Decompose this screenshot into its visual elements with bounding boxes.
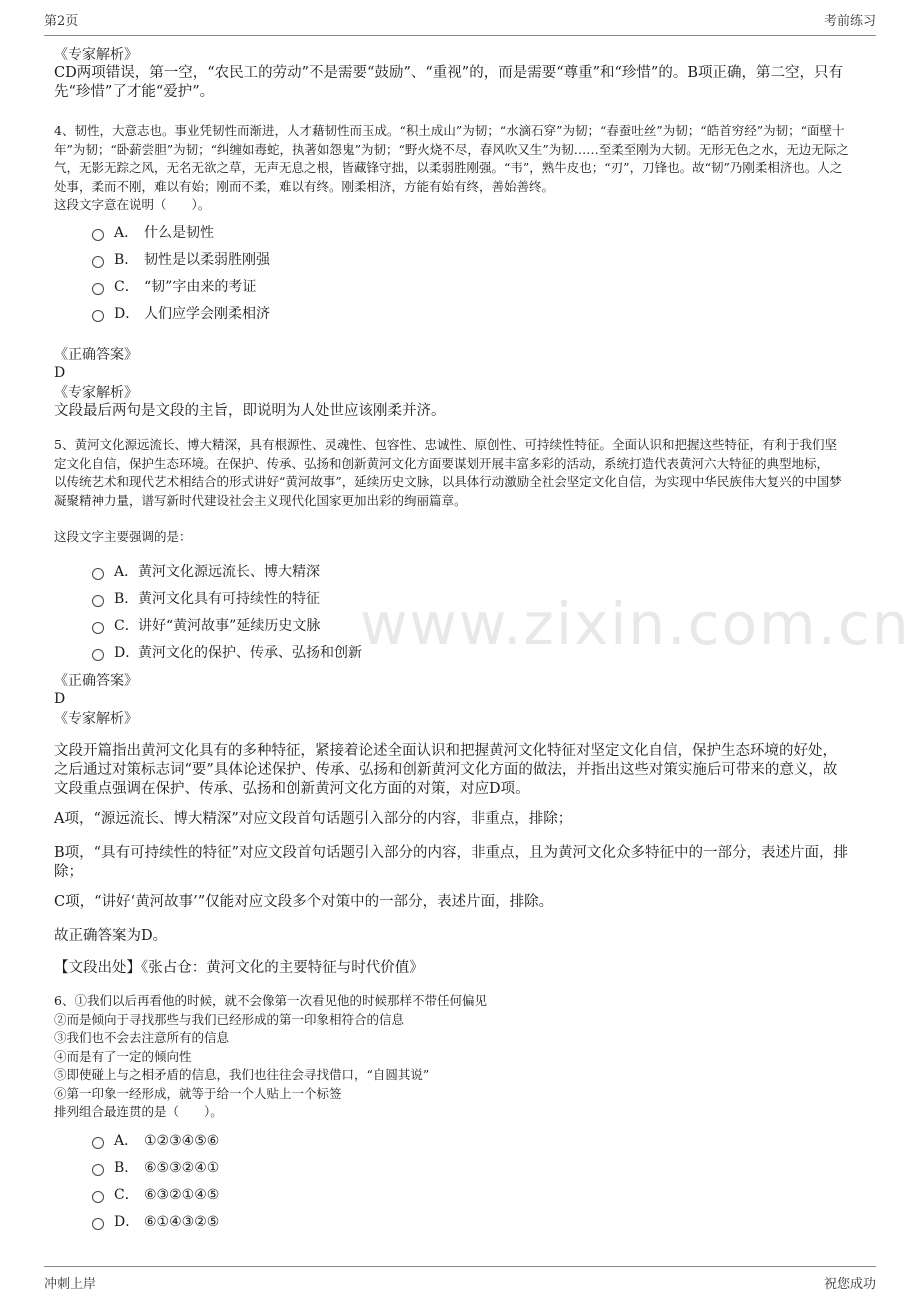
question-line: 5、黄河文化源远流长、博大精深，具有根源性、灵魂性、包容性、忠诚性、原创性、可持续性特征。全面认识和把握这些特征，有利于我们坚 bbox=[54, 437, 837, 452]
q5-answer: D bbox=[54, 691, 66, 707]
q5-analysis-a: A项，“源远流长、博大精深”对应文段首句话题引入部分的内容，非重点，排除； bbox=[54, 811, 573, 827]
question-stem: 排列组合最连贯的是（ ）。 bbox=[54, 1104, 223, 1119]
question-line: ④而是有了一定的倾向性 bbox=[54, 1048, 192, 1064]
option-letter: C． bbox=[114, 618, 139, 634]
option-letter: A． bbox=[114, 564, 139, 580]
q4-option-a[interactable] bbox=[92, 224, 214, 242]
q6-option-c[interactable] bbox=[92, 1186, 219, 1204]
q5-analysis-c: C项，“讲好‘黄河故事’”仅能对应文段多个对策中的一部分，表述片面，排除。 bbox=[54, 894, 554, 910]
q6-option-a[interactable] bbox=[92, 1132, 219, 1150]
q5-option-c[interactable] bbox=[92, 617, 320, 635]
option-text: ⑥①④③②⑤ bbox=[144, 1214, 220, 1230]
option-letter: D． bbox=[114, 645, 140, 661]
option-text: ⑥③②①④⑤ bbox=[144, 1187, 220, 1203]
option-text: 黄河文化源远流长、博大精深 bbox=[138, 564, 320, 580]
question-line: 处事，柔而不刚，难以有始；刚而不柔，难以有终。刚柔相济，方能有始有终，善始善终。 bbox=[54, 178, 555, 194]
page-header bbox=[44, 10, 876, 36]
q6-option-b[interactable] bbox=[92, 1159, 219, 1177]
question-line: 气，无影无踪之风，无名无欲之草，无声无息之根，皆藏锋守拙，以柔弱胜刚强。“韦”，熟牛皮也；“刃”，刀锋也。故“韧”乃刚柔相济也。人之 bbox=[54, 160, 843, 175]
analysis-line: 文段重点强调在保护、传承、弘扬和创新黄河文化方面的对策，对应D项。 bbox=[54, 781, 530, 797]
option-text: 讲好“黄河故事”延续历史文脉 bbox=[138, 618, 321, 634]
question-line: 凝聚精神力量，谱写新时代建设社会主义现代化国家更加出彩的绚丽篇章。 bbox=[54, 492, 467, 508]
option-letter: D． bbox=[114, 306, 140, 322]
question-5-text bbox=[54, 436, 874, 510]
option-letter: A． bbox=[114, 1133, 139, 1149]
top-analysis-line: 先“珍惜”了才能“爱护”。 bbox=[54, 84, 215, 100]
question-line: ②而是倾向于寻找那些与我们已经形成的第一印象相符合的信息 bbox=[54, 1011, 405, 1027]
option-text: 黄河文化的保护、传承、弘扬和创新 bbox=[138, 645, 362, 661]
option-text: 韧性是以柔弱胜刚强 bbox=[144, 252, 270, 268]
option-letter: C． bbox=[114, 1187, 139, 1203]
option-text: 人们应学会刚柔相济 bbox=[144, 306, 270, 322]
q6-option-d[interactable] bbox=[92, 1213, 219, 1231]
option-text: “韧”字由来的考证 bbox=[144, 279, 257, 295]
page-number: 第2页 bbox=[44, 14, 79, 29]
top-analysis bbox=[54, 64, 874, 102]
question-line: ⑥第一印象一经形成，就等于给一个人贴上一个标签 bbox=[54, 1085, 342, 1101]
q4-analysis: 文段最后两句是文段的主旨，即说明为人处世应该刚柔并济。 bbox=[54, 403, 446, 419]
analysis-line: 之后通过对策标志词“要”具体论述保护、传承、弘扬和创新黄河文化方面的做法，并指出这些对策实施后可带来的意义，故 bbox=[54, 762, 838, 778]
radio-button[interactable] bbox=[92, 595, 104, 607]
option-text: 什么是韧性 bbox=[144, 225, 214, 241]
expert-analysis-label: 《专家解析》 bbox=[54, 385, 138, 401]
option-text: ⑥⑤③②④① bbox=[144, 1160, 220, 1176]
page-footer bbox=[44, 1266, 876, 1292]
q5-analysis bbox=[54, 742, 874, 799]
footer-right-text: 祝您成功 bbox=[823, 1277, 876, 1292]
radio-button[interactable] bbox=[92, 649, 104, 661]
question-line: 6、①我们以后再看他的时候，就不会像第一次看见他的时候那样不带任何偏见 bbox=[54, 993, 487, 1008]
question-4-text bbox=[54, 122, 874, 215]
q5-source: 【文段出处】《张占仓：黄河文化的主要特征与时代价值》 bbox=[54, 960, 424, 976]
radio-button[interactable] bbox=[92, 1218, 104, 1230]
q5-analysis-b bbox=[54, 844, 874, 882]
analysis-line: 文段开篇指出黄河文化具有的多种特征，紧接着论述全面认识和把握黄河文化特征对坚定文化自信，保护生态环境的好处， bbox=[54, 743, 837, 759]
option-letter: B． bbox=[114, 591, 139, 607]
q4-answer: D bbox=[54, 365, 66, 381]
analysis-line: 除； bbox=[54, 864, 83, 880]
option-letter: D． bbox=[114, 1214, 140, 1230]
top-analysis-line: CD两项错误，第一空，“农民工的劳动”不是需要“鼓励”、“重视”的，而是需要“尊重”和“珍惜”的。B项正确，第二空，只有 bbox=[54, 65, 843, 81]
radio-button[interactable] bbox=[92, 568, 104, 580]
footer-left-text: 冲刺上岸 bbox=[44, 1277, 97, 1292]
correct-answer-label: 《正确答案》 bbox=[54, 347, 138, 363]
q5-option-a[interactable] bbox=[92, 563, 320, 581]
expert-analysis-label: 《专家解析》 bbox=[54, 47, 138, 63]
radio-button[interactable] bbox=[92, 310, 104, 322]
question-line: ③我们也不会去注意所有的信息 bbox=[54, 1030, 230, 1045]
radio-button[interactable] bbox=[92, 256, 104, 268]
question-line: 以传统艺术和现代艺术相结合的形式讲好“黄河故事”，延续历史文脉，以具体行动激励全社会坚定文化自信，为实现中华民族伟大复兴的中国梦 bbox=[54, 474, 842, 489]
question-stem: 这段文字主要强调的是： bbox=[54, 529, 192, 544]
option-letter: C． bbox=[114, 279, 139, 295]
question-stem: 这段文字意在说明（ ）。 bbox=[54, 197, 211, 212]
radio-button[interactable] bbox=[92, 283, 104, 295]
watermark: www.zixin.com.cn bbox=[360, 590, 911, 658]
radio-button[interactable] bbox=[92, 622, 104, 634]
radio-button[interactable] bbox=[92, 1137, 104, 1149]
option-letter: B． bbox=[114, 1160, 139, 1176]
q4-option-c[interactable] bbox=[92, 278, 256, 296]
radio-button[interactable] bbox=[92, 1164, 104, 1176]
question-line: 年”为韧；“卧薪尝胆”为韧；“纠缠如毒蛇，执著如怨鬼”为韧；“野火烧不尽，春风吹又生”为韧……至柔至刚为大韧。无形无色之水，无边无际之 bbox=[54, 141, 849, 157]
q4-option-b[interactable] bbox=[92, 251, 270, 269]
question-line: 4、韧性，大意志也。事业凭韧性而渐进，人才藉韧性而玉成。“积土成山”为韧；“水滴石穿”为韧；“春蚕吐丝”为韧；“皓首穷经”为韧；“面壁十 bbox=[54, 123, 845, 138]
option-text: ①②③④⑤⑥ bbox=[144, 1133, 220, 1149]
question-line: 定文化自信，保护生态环境。在保护、传承、弘扬和创新黄河文化方面要谋划开展丰富多彩的活动，系统打造代表黄河六大特征的典型地标， bbox=[54, 455, 830, 471]
expert-analysis-label: 《专家解析》 bbox=[54, 711, 138, 727]
q4-option-d[interactable] bbox=[92, 305, 270, 323]
correct-answer-label: 《正确答案》 bbox=[54, 673, 138, 689]
radio-button[interactable] bbox=[92, 1191, 104, 1203]
q5-conclusion: 故正确答案为D。 bbox=[54, 928, 168, 944]
q5-option-b[interactable] bbox=[92, 590, 320, 608]
question-6-text bbox=[54, 992, 874, 1122]
question-line: ⑤即使碰上与之相矛盾的信息，我们也往往会寻找借口，“自圆其说” bbox=[54, 1067, 430, 1082]
analysis-line: B项，“具有可持续性的特征”对应文段首句话题引入部分的内容，非重点，且为黄河文化众多特征中的一部分，表述片面，排 bbox=[54, 845, 848, 861]
q5-option-d[interactable] bbox=[92, 644, 362, 662]
option-letter: B． bbox=[114, 252, 139, 268]
header-title: 考前练习 bbox=[823, 14, 876, 29]
radio-button[interactable] bbox=[92, 229, 104, 241]
option-letter: A． bbox=[114, 225, 139, 241]
option-text: 黄河文化具有可持续性的特征 bbox=[138, 591, 320, 607]
